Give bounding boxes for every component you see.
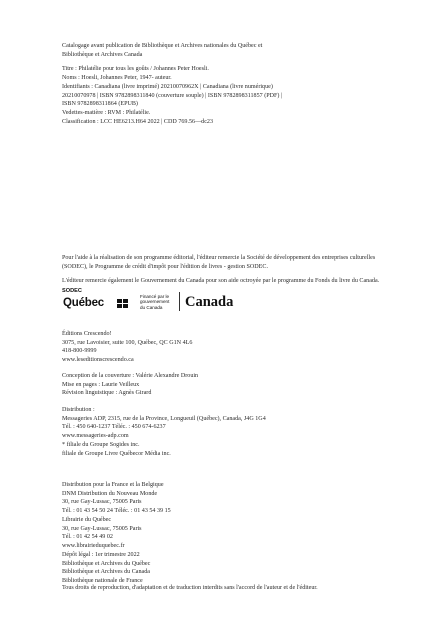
europe-distributor: DNM Distribution du Nouveau Monde: [62, 490, 158, 497]
cataloging-classification: Classification : LCC HE6213.H64 2022 | CDD 769.56—dc23: [62, 118, 214, 125]
sodec-acknowledgement: Pour l'aide à la réalisation de son programme éditorial, l'éditeur remercie la Société de développement des entreprises culturelles (SODEC), le Programme de crédit d'impôt pour l'édition de livres - gestion SODEC.: [62, 255, 376, 270]
logo-divider: [179, 292, 180, 311]
canada-book-fund-logo: Financé par le gouvernement du Canada: [140, 294, 170, 310]
publisher-website: www.leseditionscrescendo.ca: [62, 357, 134, 364]
distribution-block: [62, 406, 392, 458]
funder-logos: [62, 288, 262, 316]
europe-distribution-block: [62, 481, 392, 551]
distribution-heading: Distribution :: [62, 407, 95, 413]
fleur-de-lis-flag-icon: [117, 299, 128, 308]
sodec-logo: SODEC: [62, 288, 82, 294]
canada-wordmark: Canada: [185, 294, 234, 310]
publisher-address: 3075, rue Lavoisier, suite 100, Québec, QC G1N 4L6: [62, 339, 193, 346]
distributor-parent: filiale de Groupe Livre Québecor Média inc.: [62, 450, 171, 457]
legal-deposit-quebec: Bibliothèque et Archives du Québec: [62, 560, 151, 567]
quebec-logo: Québec: [63, 297, 104, 309]
cataloging-identifiers: Identifiants : Canadiana (livre imprimé) 20210070962X | Canadiana (livre numérique): [62, 83, 273, 90]
legal-deposit-france: Bibliothèque nationale de France: [62, 578, 143, 585]
distributor-website: www.messageries-adp.com: [62, 433, 129, 440]
cataloging-subjects: Vedettes-matière : RVM : Philatélie.: [62, 109, 151, 116]
bookstore-address: 30, rue Gay-Lussac, 75005 Paris: [62, 525, 142, 532]
rights-text: Tous droits de reproduction, d'adaptation et de traduction interdits sans l'accord de l'auteur et de l'éditeur.: [62, 585, 318, 591]
publisher-name: Éditions Crescendo!: [62, 331, 112, 337]
publisher-block: [62, 330, 392, 365]
distributor-note: * filiale du Groupe Sogides inc.: [62, 441, 140, 448]
cataloging-block: [62, 42, 392, 126]
cataloging-title-entry: Titre : Philatélie pour tous les goûts / Johannes Peter Hoesli.: [62, 66, 209, 73]
europe-address: 30, rue Gay-Lussac, 75005 Paris: [62, 499, 142, 506]
cataloging-isbn-epub: ISBN 9782898311864 (EPUB): [62, 101, 138, 108]
cataloging-names: Noms : Hoesli, Johannes Peter, 1947- auteur.: [62, 75, 172, 82]
cataloging-identifiers-cont: 20210070978 | ISBN 9782898311840 (couverture souple) | ISBN 9782898311857 (PDF) |: [62, 92, 283, 99]
cover-design-credit: Conception de la couverture : Valérie Alexandre Drouin: [62, 373, 199, 379]
bookstore-name: Librairie du Québec: [62, 516, 112, 523]
europe-heading: Distribution pour la France et la Belgique: [62, 482, 164, 488]
legal-deposit-canada: Bibliothèque et Archives du Canada: [62, 569, 150, 576]
canada-acknowledgement: L'éditeur remercie également le Gouvernement du Canada pour son aide octroyée par le programme du Fonds du livre du Canada.: [62, 278, 380, 285]
legal-deposit-date: Dépôt légal : 1er trimestre 2022: [62, 552, 140, 558]
credits-block: [62, 372, 392, 398]
funding-block: [62, 254, 398, 286]
legal-deposit-block: [62, 551, 392, 586]
bookstore-phone: Tél. : 01 42 54 49 02: [62, 534, 113, 541]
rights-notice: [62, 584, 402, 593]
cataloging-title-line-2: Bibliothèque et Archives Canada: [62, 51, 143, 58]
distributor-phone: Tél. : 450 640-1237 Téléc. : 450 674-6237: [62, 424, 166, 431]
cataloging-title: Catalogage avant publication de Bibliothèque et Archives nationales du Québec et: [62, 43, 263, 49]
distributor-address: Messageries ADP, 2315, rue de la Province, Longueuil (Québec), Canada, J4G 1G4: [62, 415, 266, 422]
proofreading-credit: Révision linguistique : Agnès Girard: [62, 390, 152, 397]
bookstore-website: www.librairieduquebec.fr: [62, 542, 125, 549]
europe-phone: Tél. : 01 43 54 50 24 Téléc. : 01 43 54 39 15: [62, 508, 171, 515]
layout-credit: Mise en pages : Laurie Veilleux: [62, 381, 140, 388]
publisher-phone: 418-800-9999: [62, 348, 97, 355]
